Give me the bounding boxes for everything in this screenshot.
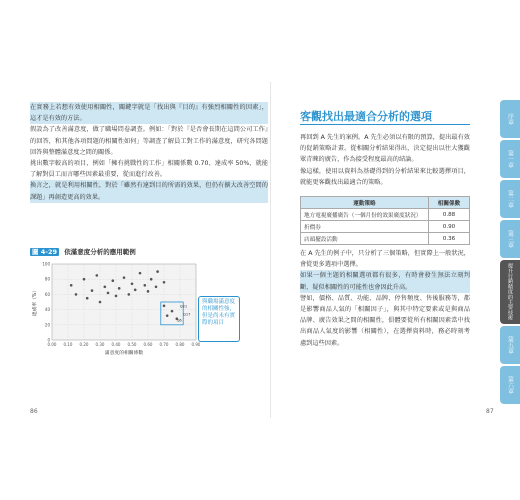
data-point	[163, 305, 166, 308]
data-point	[156, 270, 159, 273]
left-para-2: 假設為了改善滿意度，做了職場問卷調查。例如：「對於『是否會長期在這間公司工作』的回答，和其他各項問題的相關性如何」等調查了解員工對工作的滿意度，研究各問題回答與整體滿意度之間的關係。	[30, 126, 268, 156]
data-point	[70, 284, 73, 287]
right-para-3: 在 A 先生的例子中，只分析了三個策略，但實際上一般狀況，會從更多選項中選擇。	[300, 250, 470, 269]
data-point	[150, 278, 153, 281]
x-tick-label: 0.20	[79, 342, 89, 347]
tab-chapter-2[interactable]: 第二章	[500, 180, 520, 218]
y-axis-label: 達成率（%）	[33, 287, 38, 317]
point-label: Q17	[183, 312, 191, 317]
left-para-1: 在實務上若想有效使用相關性，關鍵字就是「找出與『目的』有強烈相關性的因素」，這才是有效的方法。	[30, 102, 268, 124]
x-tick-label: 0.00	[47, 342, 57, 347]
data-point	[115, 295, 118, 298]
table-cell-corr: 0.88	[429, 209, 470, 221]
x-tick-label: 0.30	[95, 342, 105, 347]
data-point	[99, 301, 102, 304]
data-point	[83, 278, 86, 281]
x-tick-label: 0.50	[127, 342, 137, 347]
x-tick-label: 0.70	[159, 342, 169, 347]
left-page-number: 86	[30, 408, 38, 415]
table-row	[301, 221, 470, 233]
y-tick-label: 60	[44, 291, 50, 297]
tab-chapter-1[interactable]: 第一章	[500, 140, 520, 178]
left-para-4: 換言之，就是利用相關性，對於「雖然有達到目的所需的效果，但仍有擴大改善空間的課題」再創造更高的效果。	[30, 180, 268, 202]
right-page-number: 87	[486, 408, 494, 415]
data-point	[86, 297, 89, 300]
data-point	[131, 282, 134, 285]
data-point	[107, 292, 110, 295]
figure-tag: 圖 4-29	[32, 248, 58, 256]
table-cell-strategy: 折價券	[301, 221, 429, 233]
x-tick-label: 0.40	[111, 342, 121, 347]
table-header-corr: 相關係數	[429, 197, 470, 209]
scatter-chart	[30, 258, 200, 356]
data-point	[139, 272, 142, 275]
right-para-1: 再回到 A 先生的案例。A 先生必須以有限的預算，提出最有效的促銷策略計畫。從相關分析結果得出，決定提出以往大獲觀眾青睞的廣告，作為接受程度最高的結論。	[300, 134, 470, 164]
chart-callout: 與職場滿意度的相關性強，但是尚未有實際的項目	[198, 296, 240, 342]
data-point	[118, 287, 121, 290]
data-point	[166, 314, 169, 317]
right-section-title: 客觀找出最適合分析的選項	[300, 110, 432, 123]
point-label: Q21	[179, 304, 188, 309]
table-row	[301, 209, 470, 221]
data-point	[91, 289, 94, 292]
tab-chapter-4[interactable]: 提升行銷精度的主要技術	[500, 260, 520, 324]
x-tick-label: 0.90	[191, 342, 200, 347]
right-para-4: 如果一個主題的相關選項都有很多，有時會發生無法立刻判斷、疑似相關性的可能性也會因此升高。	[300, 270, 470, 292]
data-point	[75, 293, 78, 296]
left-para-3: 挑出數字較高的項目，例如「擁有挑戰性的工作」相關係數 0.70、達成率 50%，就能了解對員工而言哪些因素最重要，從而進行改善。	[30, 160, 268, 179]
data-point	[104, 286, 107, 289]
tab-chapter-3[interactable]: 第三章	[500, 220, 520, 258]
page-gutter	[270, 82, 271, 418]
table-cell-corr: 0.90	[429, 221, 470, 233]
data-point	[155, 286, 158, 289]
table-cell-strategy: 店頭擺設活動	[301, 233, 429, 245]
table-cell-strategy: 地方電視廣播廣告（一個月份的效果廣度狀況）	[301, 209, 429, 221]
data-point	[128, 293, 131, 296]
right-para-2: 像這樣，使用以資料為基礎得到的分析結果來比較選擇項目，就能更客觀找出最適合的策略。	[300, 167, 470, 186]
tab-prologue[interactable]: 序章	[500, 100, 520, 138]
data-point	[147, 290, 150, 293]
table-header-strategy: 運動策略	[301, 197, 429, 209]
point-label: Q6	[176, 318, 182, 323]
right-para-5: 譬如，價格、品質、功能、品牌、停售頻度、售後服務等，都是影響商品人氣的「相關因子」，與其中特定要素或是與商品品牌、廣告效果之間的相關性，俱體要從所有相關因素當中找出商品人氣度的影響（相關性），在選擇資料時，務必時刻考慮到這些因素。	[300, 294, 470, 347]
y-tick-label: 20	[44, 322, 50, 328]
figure-label	[30, 247, 136, 256]
y-tick-label: 40	[44, 307, 50, 313]
data-point	[144, 284, 147, 287]
x-tick-label: 0.60	[143, 342, 153, 347]
data-point	[163, 281, 166, 284]
x-tick-label: 0.80	[175, 342, 185, 347]
y-tick-label: 0	[47, 337, 50, 343]
x-tick-label: 0.10	[63, 342, 73, 347]
x-axis-label: 滿意度的相關係數	[104, 351, 144, 356]
table-cell-corr: 0.36	[429, 233, 470, 245]
data-point	[123, 276, 126, 279]
tab-chapter-6[interactable]: 第六章	[500, 366, 520, 404]
data-point	[134, 289, 137, 292]
data-point	[171, 310, 174, 313]
figure-caption: 依滿意度分析的應用範例	[64, 248, 136, 256]
data-point	[96, 274, 99, 277]
y-tick-label: 100	[42, 261, 50, 267]
data-point	[112, 279, 115, 282]
table-header-row	[301, 197, 470, 209]
table-row	[301, 233, 470, 245]
y-tick-label: 80	[44, 276, 50, 282]
tab-chapter-5[interactable]: 第五章	[500, 326, 520, 364]
right-lower-text	[300, 248, 470, 349]
strategy-table	[300, 196, 470, 245]
